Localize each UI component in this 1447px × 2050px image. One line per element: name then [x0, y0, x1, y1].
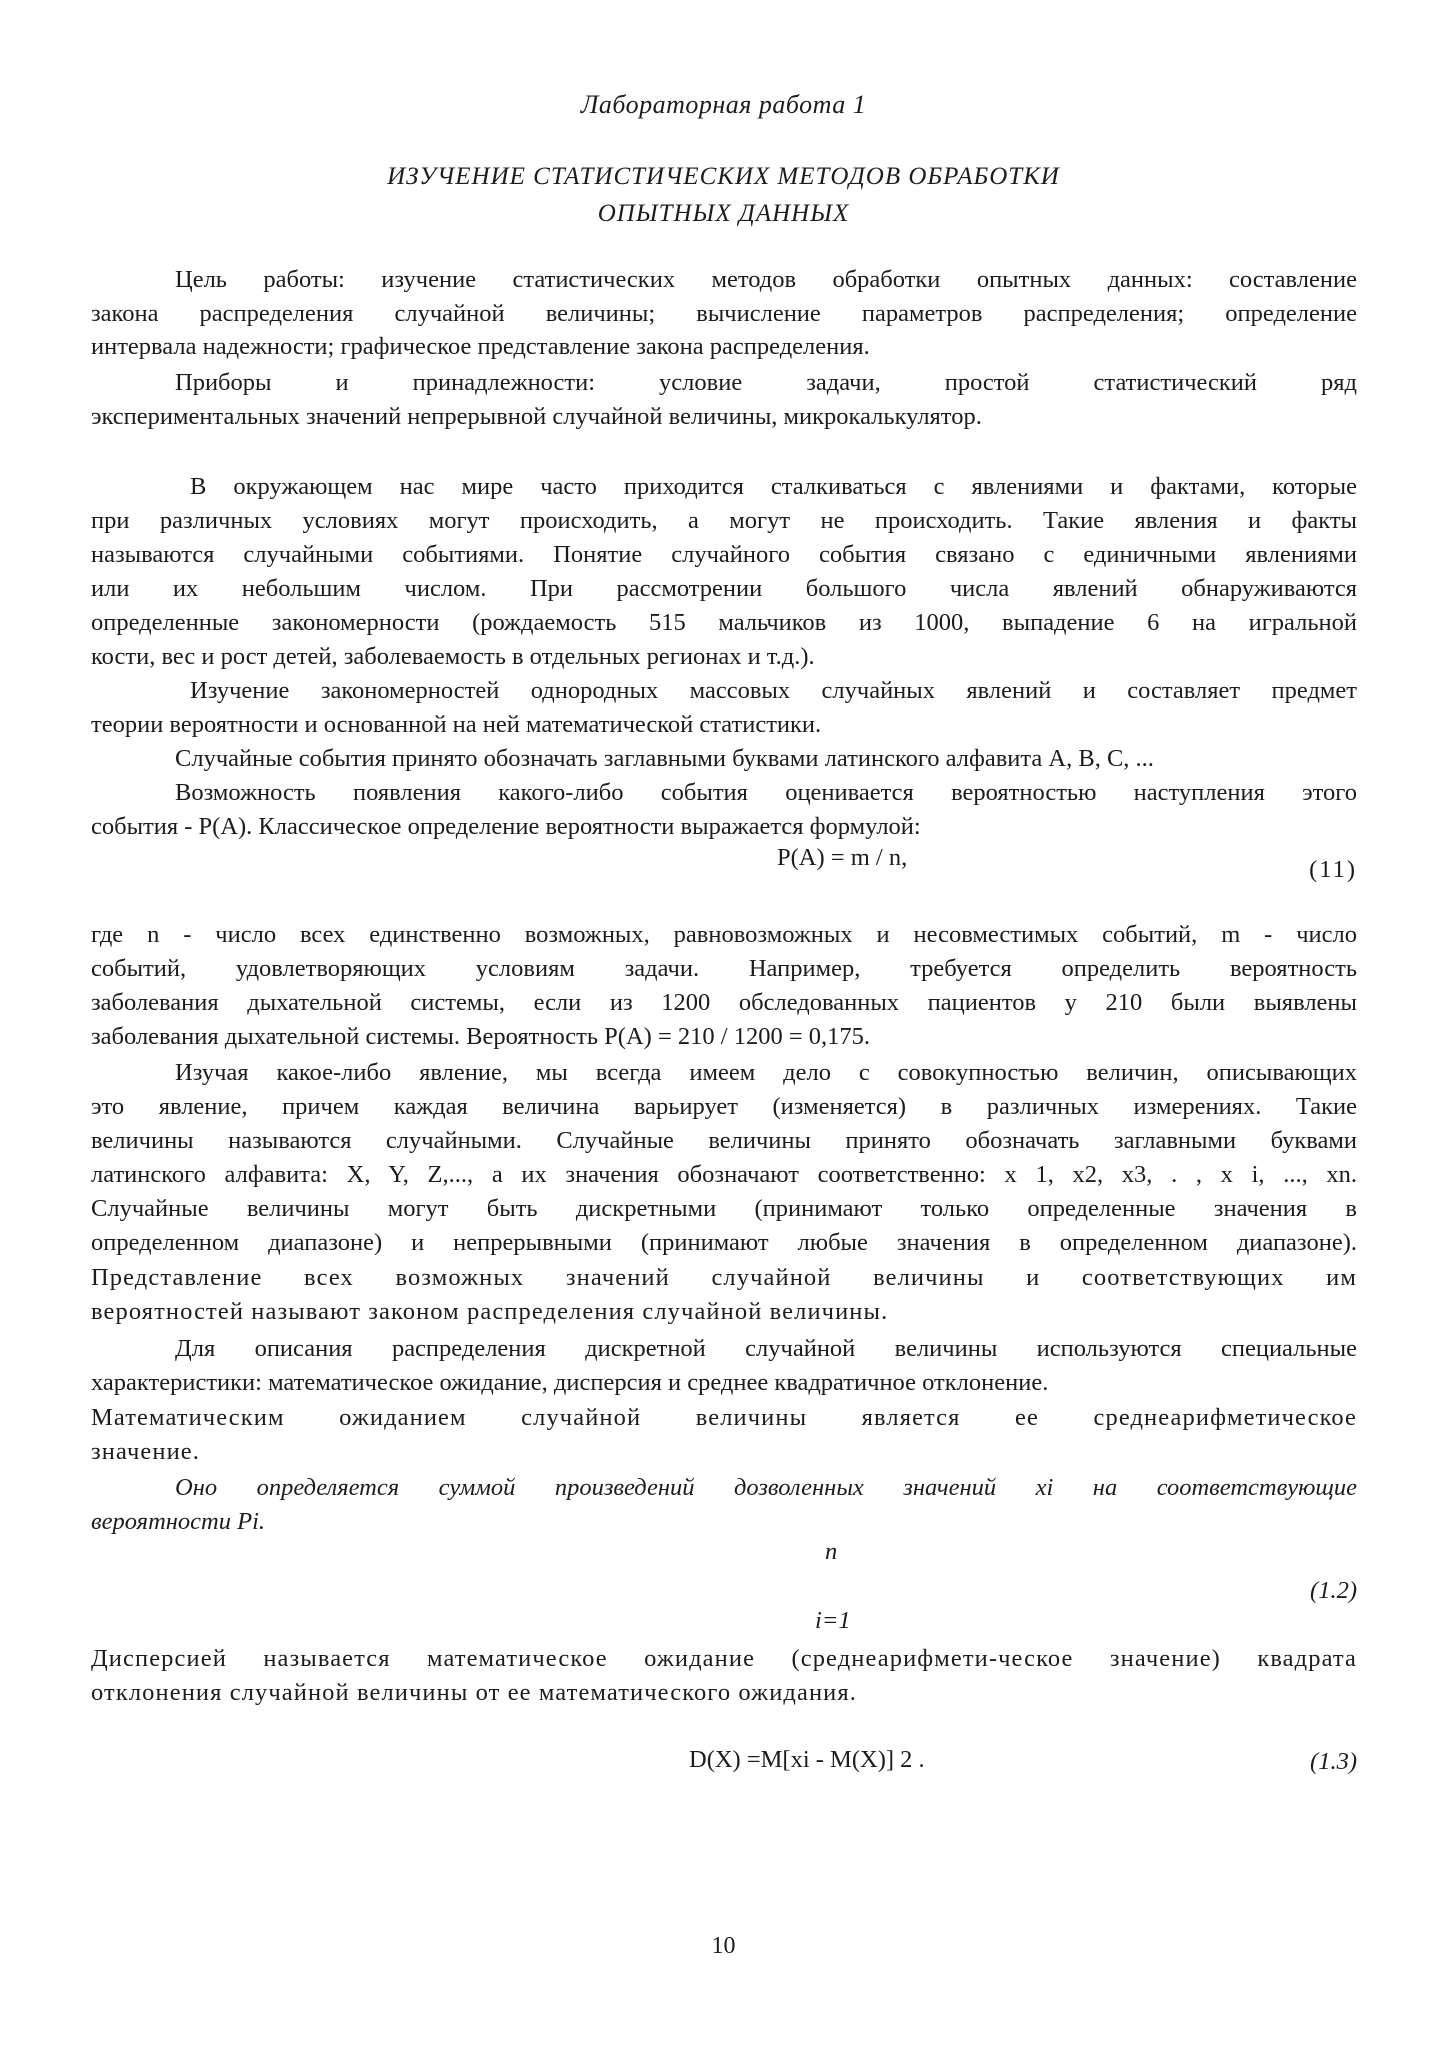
heading-line-1: ИЗУЧЕНИЕ СТАТИСТИЧЕСКИХ МЕТОДОВ ОБРАБОТКИ — [387, 163, 1060, 190]
text-line: заболевания дыхательной системы. Вероятность Р(А) = 210 / 1200 = 0,175. — [91, 1023, 871, 1050]
text-line: Цель работы: изучение статистических методов обработки опытных данных: составление — [175, 266, 1357, 293]
equation-number: (1.2) — [1310, 1577, 1357, 1604]
text-line: латинского алфавита: X, Y, Z,..., а их значения обозначают соответственно: x 1, x2, x3, . , x i, ..., xn. — [91, 1161, 1357, 1188]
text-line: Представление всех возможных значений случайной величины и соответствующих им — [91, 1264, 1357, 1291]
text-line: определенные закономерности (рождаемость 515 мальчиков из 1000, выпадение 6 на игральной — [91, 609, 1357, 636]
sum-upper-limit: n — [825, 1538, 838, 1565]
text-line: Случайные события принято обозначать заглавными буквами латинского алфавита А, В, С, ... — [175, 745, 1154, 772]
text-line: называются случайными событиями. Понятие случайного события связано с единичными явлениями — [91, 541, 1357, 568]
equation-number: (1.3) — [1310, 1748, 1357, 1775]
text-line: Математическим ожиданием случайной величины является ее среднеарифметическое — [91, 1404, 1357, 1431]
text-line: значение. — [91, 1438, 201, 1465]
text-line: это явление, причем каждая величина варьирует (изменяется) в различных измерениях. Такие — [91, 1093, 1357, 1120]
text-line: при различных условиях могут происходить, а могут не происходить. Такие явления и факты — [91, 507, 1357, 534]
text-line: закона распределения случайной величины; вычисление параметров распределения; определение — [91, 300, 1357, 327]
text-line: Приборы и принадлежности: условие задачи, простой статистический ряд — [175, 369, 1357, 396]
lab-title: Лабораторная работа 1 — [580, 90, 867, 119]
text-line: характеристики: математическое ожидание, дисперсия и среднее квадратичное отклонение. — [91, 1369, 1049, 1396]
text-line: вероятностей называют законом распределения случайной величины. — [91, 1298, 889, 1325]
text-line: событий, удовлетворяющих условиям задачи. Например, требуется определить вероятность — [91, 955, 1357, 982]
text-line: определенном диапазоне) и непрерывными (принимают любые значения в определенном диапазоне). — [91, 1229, 1357, 1256]
heading-line-2: ОПЫТНЫХ ДАННЫХ — [597, 200, 850, 227]
formula-probability: Р(А) = m / n, — [777, 844, 908, 871]
text-line: Дисперсией называется математическое ожидание (среднеарифмети-ческое значение) квадрата — [91, 1645, 1357, 1672]
text-line: теории вероятности и основанной на ней математической статистики. — [91, 711, 822, 738]
sum-lower-limit: i=1 — [815, 1607, 851, 1634]
text-line: Возможность появления какого-либо события оценивается вероятностью наступления этого — [175, 779, 1357, 806]
text-line: интервала надежности; графическое представление закона распределения. — [91, 333, 870, 360]
text-line: Оно определяется суммой произведений дозволенных значений xi на соответствующие — [175, 1474, 1357, 1501]
section-heading — [0, 158, 1447, 232]
text-line: заболевания дыхательной системы, если из 1200 обследованных пациентов у 210 были выявлены — [91, 989, 1357, 1016]
text-line: В окружающем нас мире часто приходится сталкиваться с явлениями и фактами, которые — [190, 473, 1357, 500]
text-line: отклонения случайной величины от ее математического ожидания. — [91, 1679, 857, 1706]
text-line: или их небольшим числом. При рассмотрении большого числа явлений обнаруживаются — [91, 575, 1357, 602]
text-line: Для описания распределения дискретной случайной величины используются специальные — [175, 1335, 1357, 1362]
text-line: где n - число всех единственно возможных, равновозможных и несовместимых событий, m - число — [91, 921, 1357, 948]
text-line: Изучение закономерностей однородных массовых случайных явлений и составляет предмет — [190, 677, 1357, 704]
text-line: экспериментальных значений непрерывной случайной величины, микрокалькулятор. — [91, 403, 982, 430]
text-line: величины называются случайными. Случайные величины принято обозначать заглавными буквами — [91, 1127, 1357, 1154]
text-line: события - Р(А). Классическое определение вероятности выражается формулой: — [91, 813, 921, 840]
text-line: Изучая какое-либо явление, мы всегда имеем дело с совокупностью величин, описывающих — [175, 1059, 1357, 1086]
text-line: кости, вес и рост детей, заболеваемость в отдельных регионах и т.д.). — [91, 643, 815, 670]
page-number: 10 — [711, 1933, 736, 1959]
text-line: вероятности Рi. — [91, 1508, 266, 1535]
text-line: Случайные величины могут быть дискретными (принимают только определенные значения в — [91, 1195, 1357, 1222]
formula-variance: D(X) =M[xi - M(X)] 2 . — [689, 1746, 925, 1773]
equation-number: (11) — [1309, 856, 1357, 883]
